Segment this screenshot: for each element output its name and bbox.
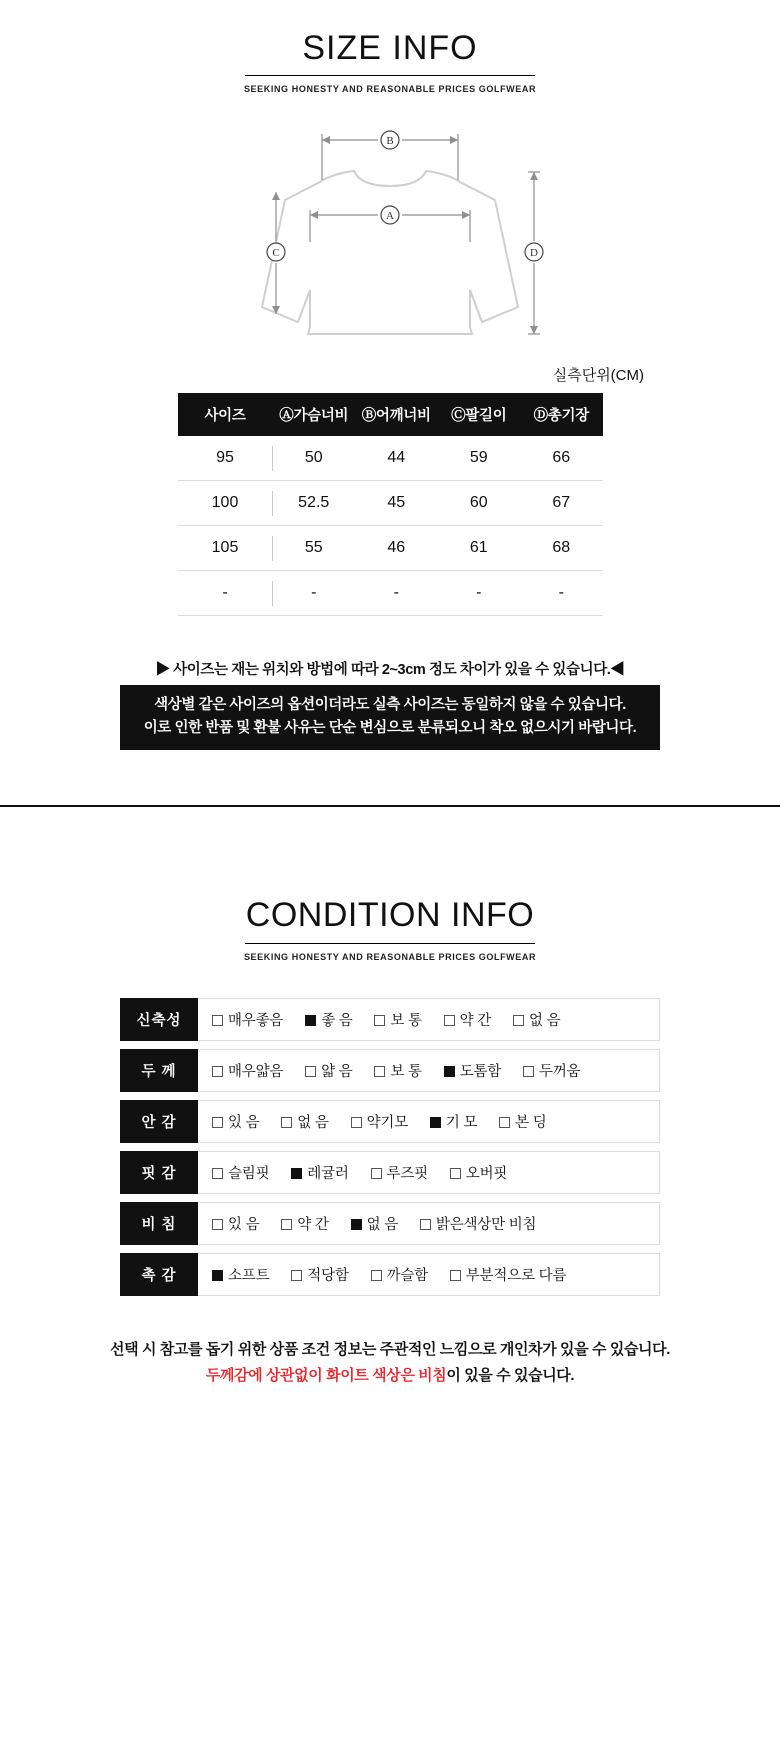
checkbox-icon[interactable] (212, 1219, 223, 1230)
condition-option[interactable] (305, 1009, 352, 1030)
condition-option-label: 얇 음 (321, 1063, 353, 1080)
condition-option-label: 까슬함 (386, 1267, 428, 1284)
size-cell: 61 (438, 526, 521, 571)
size-notice-box (120, 685, 660, 750)
checkbox-icon[interactable] (281, 1117, 292, 1128)
condition-option[interactable] (212, 1009, 283, 1030)
condition-option[interactable] (281, 1111, 328, 1132)
size-info-header (0, 30, 780, 94)
condition-option[interactable] (212, 1111, 259, 1132)
condition-info-section (0, 807, 780, 1434)
condition-option[interactable] (212, 1264, 269, 1285)
condition-option[interactable] (371, 1162, 428, 1183)
size-info-section (0, 0, 780, 750)
condition-option-label: 레귤러 (307, 1165, 349, 1182)
size-cell: - (355, 571, 438, 616)
condition-row-transparency (120, 1202, 660, 1245)
condition-option[interactable] (444, 1060, 501, 1081)
title-divider (245, 75, 535, 76)
condition-subtitle: SEEKING HONESTY AND REASONABLE PRICES GOLFWEAR (243, 951, 537, 962)
size-cell: 55 (273, 526, 356, 571)
size-cell: 46 (355, 526, 438, 571)
footnote-rest: 이 있을 수 있습니다. (446, 1366, 575, 1384)
condition-option-label: 기 모 (445, 1114, 478, 1131)
checkbox-icon[interactable] (212, 1168, 223, 1179)
condition-option-label: 오버핏 (465, 1165, 508, 1182)
condition-option-label: 매우얇음 (228, 1063, 284, 1080)
condition-option-label: 슬림핏 (228, 1165, 270, 1182)
condition-label: 비 침 (120, 1202, 198, 1245)
table-row (178, 436, 603, 481)
condition-option-label: 도톰함 (459, 1063, 502, 1080)
condition-label: 신축성 (120, 998, 198, 1041)
condition-row-fit (120, 1151, 660, 1194)
size-notice-line: ▶ 사이즈는 재는 위치와 방법에 따라 2~3cm 정도 차이가 있을 수 있습니다.◀ (155, 662, 625, 679)
condition-options (198, 998, 660, 1041)
size-cell: 59 (438, 436, 521, 481)
condition-label: 핏 감 (120, 1151, 198, 1194)
checkbox-icon[interactable] (499, 1117, 510, 1128)
checkbox-icon[interactable] (450, 1168, 461, 1179)
measurement-unit-label: 실측단위(CM) (552, 367, 644, 385)
condition-option[interactable] (305, 1060, 352, 1081)
condition-option[interactable] (212, 1213, 259, 1234)
size-cell: 100 (178, 481, 273, 526)
size-cell: 45 (355, 481, 438, 526)
condition-option-label: 있 음 (228, 1114, 260, 1131)
condition-option[interactable] (513, 1009, 560, 1030)
condition-option-label: 없 음 (366, 1216, 399, 1233)
condition-label: 촉 감 (120, 1253, 198, 1296)
svg-text:C: C (272, 247, 280, 260)
condition-option-label: 약기모 (366, 1114, 409, 1131)
checkbox-icon[interactable] (305, 1066, 316, 1077)
footnote-line-1: 선택 시 참고를 돕기 위한 상품 조건 정보는 주관적인 느낌으로 개인차가 있을 수 있습니다. (110, 1340, 670, 1358)
page-subtitle: SEEKING HONESTY AND REASONABLE PRICES GOLFWEAR (243, 84, 537, 95)
size-col-header-1: Ⓐ가슴너비 (273, 393, 356, 436)
checkbox-icon[interactable] (212, 1015, 223, 1026)
size-cell: 67 (520, 481, 603, 526)
condition-options (198, 1202, 660, 1245)
condition-option-label: 약 간 (297, 1216, 329, 1233)
svg-text:A: A (386, 210, 394, 223)
condition-option[interactable] (212, 1060, 283, 1081)
size-cell: 95 (178, 436, 273, 481)
checkbox-icon[interactable] (291, 1270, 302, 1281)
condition-options (198, 1100, 660, 1143)
size-col-header-4: Ⓓ총기장 (520, 393, 603, 436)
condition-option-label: 보 통 (390, 1012, 422, 1029)
checkbox-icon[interactable] (212, 1270, 223, 1281)
size-notice (0, 658, 780, 750)
condition-option-label: 밝은색상만 비침 (435, 1216, 537, 1233)
size-cell: 66 (520, 436, 603, 481)
condition-title: CONDITION INFO (245, 896, 535, 935)
footnote-line-2 (0, 1364, 780, 1385)
condition-option[interactable] (351, 1213, 398, 1234)
condition-option-label: 매우좋음 (228, 1012, 284, 1029)
condition-option[interactable] (523, 1060, 580, 1081)
condition-option[interactable] (444, 1009, 491, 1030)
checkbox-icon[interactable] (444, 1015, 455, 1026)
checkbox-icon[interactable] (374, 1015, 385, 1026)
checkbox-icon[interactable] (374, 1066, 385, 1077)
condition-row-stretch (120, 998, 660, 1041)
condition-option[interactable] (499, 1111, 546, 1132)
condition-footnote (0, 1338, 780, 1435)
condition-option[interactable] (374, 1009, 421, 1030)
checkbox-icon[interactable] (212, 1117, 223, 1128)
size-table (178, 393, 603, 616)
size-cell: 52.5 (273, 481, 356, 526)
size-notice-box-line-2: 이로 인한 반품 및 환불 사유는 단순 변심으로 분류되오니 착오 없으시기 바랍니다. (143, 719, 637, 736)
condition-option[interactable] (450, 1264, 566, 1285)
size-notice-box-line-1: 색상별 같은 사이즈의 옵션이더라도 실측 사이즈는 동일하지 않을 수 있습니다. (154, 697, 626, 714)
table-row (178, 526, 603, 571)
size-cell: 50 (273, 436, 356, 481)
page-title: SIZE INFO (302, 29, 478, 67)
condition-option[interactable] (281, 1213, 328, 1234)
checkbox-icon[interactable] (305, 1015, 316, 1026)
condition-option-label: 없 음 (297, 1114, 329, 1131)
condition-option-label: 루즈핏 (386, 1165, 428, 1182)
size-col-header-0: 사이즈 (178, 393, 273, 436)
condition-options (198, 1049, 660, 1092)
condition-option-label: 보 통 (390, 1063, 422, 1080)
checkbox-icon[interactable] (291, 1168, 302, 1179)
condition-option-label: 약 간 (459, 1012, 492, 1029)
checkbox-icon[interactable] (351, 1219, 362, 1230)
size-cell: 44 (355, 436, 438, 481)
size-table-header-row (178, 393, 603, 436)
svg-text:D: D (530, 247, 538, 260)
condition-options (198, 1151, 660, 1194)
svg-text:B: B (386, 135, 394, 148)
checkbox-icon[interactable] (351, 1117, 362, 1128)
condition-option-label: 소프트 (228, 1267, 270, 1284)
condition-option[interactable] (450, 1162, 507, 1183)
size-col-header-2: Ⓑ어깨너비 (355, 393, 438, 436)
size-cell: - (273, 571, 356, 616)
size-col-header-3: Ⓒ팔길이 (438, 393, 521, 436)
condition-option[interactable] (212, 1162, 269, 1183)
size-cell: - (178, 571, 273, 616)
condition-option[interactable] (351, 1111, 408, 1132)
condition-option[interactable] (420, 1213, 536, 1234)
size-cell: - (438, 571, 521, 616)
condition-title-divider (245, 943, 535, 944)
condition-label: 두 께 (120, 1049, 198, 1092)
checkbox-icon[interactable] (450, 1270, 461, 1281)
condition-option[interactable] (291, 1162, 348, 1183)
checkbox-icon[interactable] (523, 1066, 534, 1077)
condition-option-label: 적당함 (307, 1267, 349, 1284)
condition-option[interactable] (430, 1111, 477, 1132)
condition-option[interactable] (291, 1264, 348, 1285)
checkbox-icon[interactable] (212, 1066, 223, 1077)
garment-diagram (190, 122, 590, 352)
checkbox-icon[interactable] (430, 1117, 441, 1128)
checkbox-icon[interactable] (281, 1219, 292, 1230)
condition-option[interactable] (374, 1060, 421, 1081)
size-cell: - (520, 571, 603, 616)
condition-options (198, 1253, 660, 1296)
table-row (178, 571, 603, 616)
size-cell: 105 (178, 526, 273, 571)
condition-table (120, 990, 660, 1304)
checkbox-icon[interactable] (420, 1219, 431, 1230)
condition-option-label: 본 딩 (515, 1114, 547, 1131)
checkbox-icon[interactable] (513, 1015, 524, 1026)
condition-row-lining (120, 1100, 660, 1143)
condition-info-header (0, 897, 780, 961)
condition-option-label: 부분적으로 다름 (465, 1267, 567, 1284)
checkbox-icon[interactable] (371, 1168, 382, 1179)
condition-option[interactable] (371, 1264, 428, 1285)
footnote-highlight: 두께감에 상관없이 화이트 색상은 비침 (205, 1366, 447, 1384)
condition-label: 안 감 (120, 1100, 198, 1143)
size-cell: 60 (438, 481, 521, 526)
checkbox-icon[interactable] (444, 1066, 455, 1077)
checkbox-icon[interactable] (371, 1270, 382, 1281)
table-row (178, 481, 603, 526)
condition-option-label: 두꺼움 (538, 1063, 581, 1080)
condition-row-texture (120, 1253, 660, 1296)
condition-option-label: 없 음 (528, 1012, 561, 1029)
size-cell: 68 (520, 526, 603, 571)
condition-row-thickness (120, 1049, 660, 1092)
condition-option-label: 좋 음 (321, 1012, 353, 1029)
condition-option-label: 있 음 (228, 1216, 260, 1233)
